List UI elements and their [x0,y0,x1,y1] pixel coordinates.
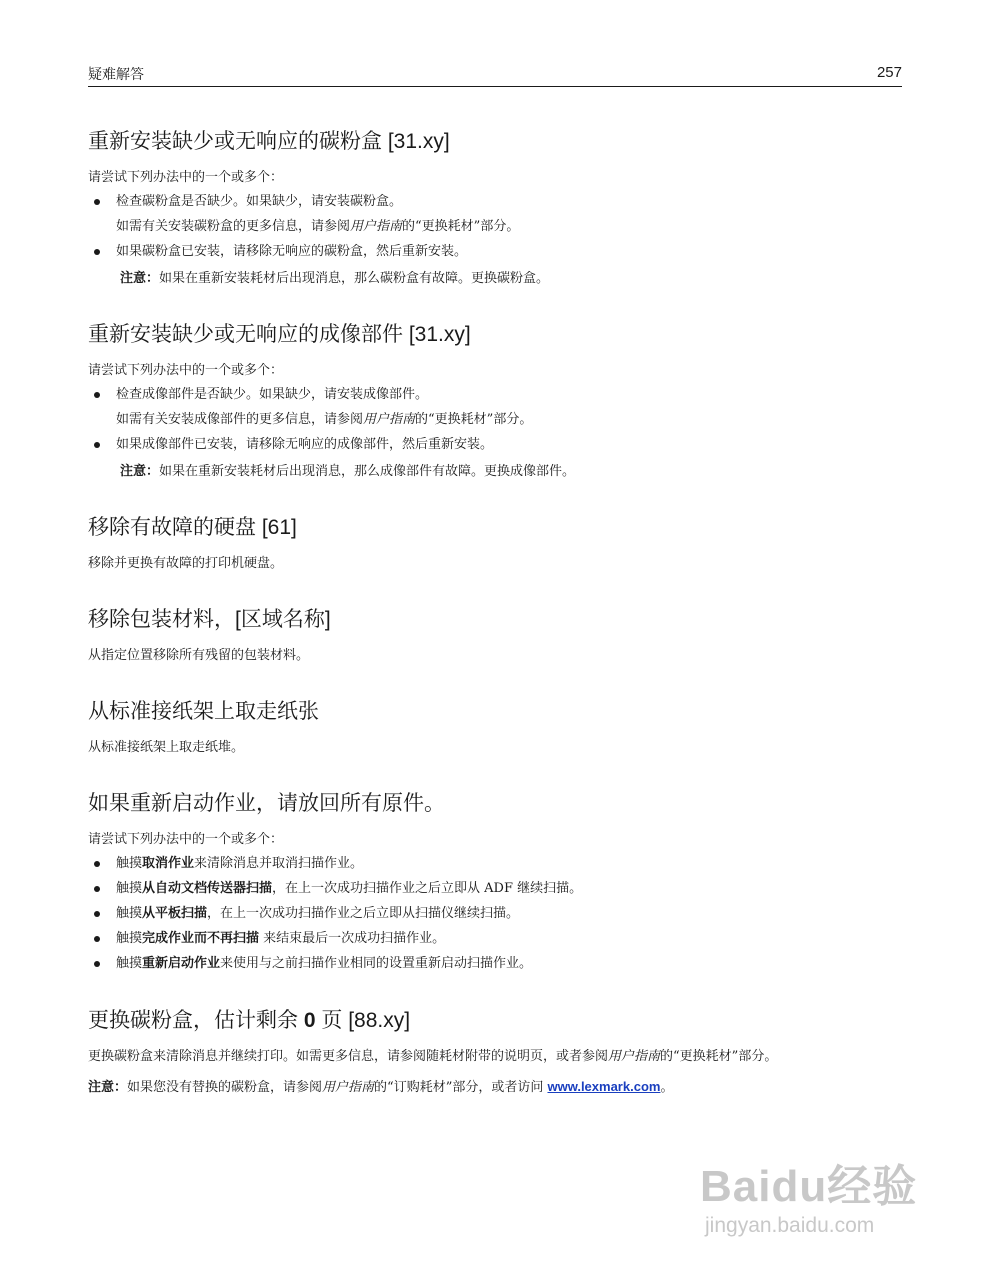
list-item: 触摸取消作业来清除消息并取消扫描作业。 [88,851,902,876]
note: 注意：如果您没有替换的碳粉盒，请参阅用户指南的“订购耗材”部分，或者访问 www.lexmark.com。 [88,1079,674,1095]
section-text: 更换碳粉盒来清除消息并继续打印。如需更多信息，请参阅随耗材附带的说明页，或者参阅用户指南的“更换耗材”部分。 [88,1049,778,1064]
section-title: 如果重新启动作业，请放回所有原件。 [88,792,445,815]
header-section-title: 疑难解答 [88,67,144,83]
section-intro: 请尝试下列办法中的一个或多个： [88,363,284,378]
baidu-logo: Baidu经验 [700,1162,918,1211]
section-title: 移除有故障的硬盘 [61] [88,516,297,539]
note: 注意：如果在重新安装耗材后出现消息，那么碳粉盒有故障。更换碳粉盒。 [120,271,550,286]
section-title: 移除包装材料，[区域名称] [88,608,331,631]
page-content [88,127,902,1129]
watermark-url: jingyan.baidu.com [705,1214,875,1237]
section-reinstall-imaging-unit [88,320,902,483]
page-number: 257 [876,64,902,81]
note: 注意：如果在重新安装耗材后出现消息，那么成像部件有故障。更换成像部件。 [120,464,576,479]
list-item: 检查碳粉盒是否缺少。如果缺少，请安装碳粉盒。 [88,189,902,214]
list-item: 触摸重新启动作业来使用与之前扫描作业相同的设置重新启动扫描作业。 [88,951,902,976]
section-title: 重新安装缺少或无响应的成像部件 [31.xy] [88,323,471,346]
list-item: 触摸从平板扫描，在上一次成功扫描作业之后立即从扫描仪继续扫描。 [88,901,902,926]
bullet-list [88,851,902,976]
bullet-list [88,382,902,407]
section-restart-job [88,789,902,976]
section-intro: 请尝试下列办法中的一个或多个： [88,170,284,185]
section-remove-packing [88,605,902,667]
page-header [88,64,902,87]
bullet-list [88,432,902,457]
sub-paragraph: 如需有关安装碳粉盒的更多信息，请参阅用户指南的“更换耗材”部分。 [116,219,520,234]
bullet-list [88,189,902,214]
section-title: 更换碳粉盒，估计剩余 0 页 [88.xy] [88,1009,411,1032]
list-item: 如果成像部件已安装，请移除无响应的成像部件，然后重新安装。 [88,432,902,457]
section-title: 重新安装缺少或无响应的碳粉盒 [31.xy] [88,130,450,153]
list-item: 如果碳粉盒已安装，请移除无响应的碳粉盒，然后重新安装。 [88,239,902,264]
section-text: 从指定位置移除所有残留的包装材料。 [88,648,310,663]
section-text: 从标准接纸架上取走纸堆。 [88,740,245,755]
section-text: 移除并更换有故障的打印机硬盘。 [88,556,284,571]
section-title: 从标准接纸架上取走纸张 [88,700,319,723]
bullet-list [88,239,902,264]
lexmark-link[interactable]: www.lexmark.com [547,1079,661,1094]
section-replace-toner [88,1006,902,1099]
list-item: 触摸从自动文档传送器扫描，在上一次成功扫描作业之后立即从 ADF 继续扫描。 [88,876,902,901]
sub-paragraph: 如需有关安装成像部件的更多信息，请参阅用户指南的“更换耗材”部分。 [116,412,533,427]
section-remove-faulty-disk [88,513,902,575]
list-item: 检查成像部件是否缺少。如果缺少，请安装成像部件。 [88,382,902,407]
watermark [700,1150,940,1270]
section-remove-paper [88,697,902,759]
list-item: 触摸完成作业而不再扫描 来结束最后一次成功扫描作业。 [88,926,902,951]
section-reinstall-toner [88,127,902,290]
section-intro: 请尝试下列办法中的一个或多个： [88,832,284,847]
